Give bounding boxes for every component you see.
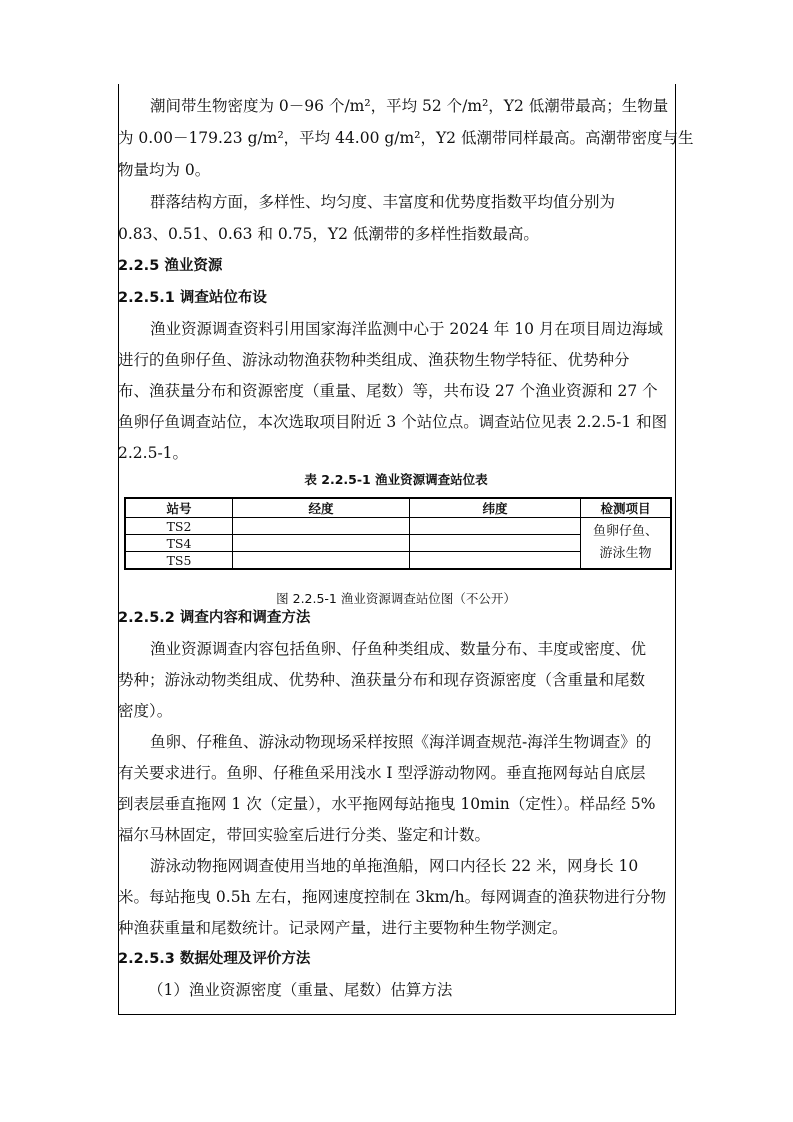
- section-heading: 2.2.5 渔业资源: [118, 258, 223, 274]
- detection-line: 鱼卵仔鱼、: [592, 524, 658, 539]
- table-header-cell: 检测项目: [581, 498, 672, 518]
- figure-caption: 图 2.2.5-1 渔业资源调查站位图（不公开）: [276, 591, 516, 606]
- latitude-cell: [410, 552, 581, 570]
- detection-line: 游泳生物: [599, 546, 652, 561]
- station-table: [124, 497, 672, 570]
- paragraph-line: 渔业资源调查内容包括鱼卵、仔鱼种类组成、数量分布、丰度或密度、优: [150, 640, 647, 658]
- paragraph-line: 福尔马林固定，带回实验室后进行分类、鉴定和计数。: [118, 826, 491, 844]
- longitude-cell: [233, 518, 410, 535]
- paragraph-line: 密度）。: [118, 702, 173, 720]
- paragraph-line: 群落结构方面，多样性、均匀度、丰富度和优势度指数平均值分别为: [150, 193, 616, 211]
- paragraph-line: 游泳动物拖网调查使用当地的单拖渔船，网口内径长 22 米，网身长 10: [150, 857, 639, 875]
- table-caption-text: 表 2.2.5-1 渔业资源调查站位表: [304, 472, 488, 487]
- paragraph-line: 物量均为 0。: [118, 161, 211, 179]
- longitude-cell: [233, 535, 410, 552]
- paragraph-line: 为 0.00－179.23 g/m²，平均 44.00 g/m²，Y2 低潮带同样最高。高潮带密度与生: [118, 129, 694, 147]
- table-header-cell: 纬度: [410, 498, 581, 518]
- section-heading: 2.2.5.2 调查内容和调查方法: [118, 610, 311, 626]
- section-heading: 2.2.5.3 数据处理及评价方法: [118, 951, 311, 967]
- paragraph-line: 2.2.5-1。: [118, 444, 189, 462]
- paragraph-line: 到表层垂直拖网 1 次（定量），水平拖网每站拖曳 10min（定性）。样品经 5%: [118, 795, 656, 813]
- latitude-cell: [410, 535, 581, 552]
- paragraph-line: 势种；游泳动物类组成、优势种、渔获量分布和现存资源密度（含重量和尾数: [118, 671, 646, 689]
- paragraph-line: 米。每站拖曳 0.5h 左右，拖网速度控制在 3km/h。每网调查的渔获物进行分物: [118, 888, 667, 906]
- paragraph-line: 渔业资源调查资料引用国家海洋监测中心于 2024 年 10 月在项目周边海域: [150, 320, 663, 338]
- table-caption: [118, 470, 674, 488]
- table-header-cell: 站号: [125, 498, 233, 518]
- station-cell: TS2: [125, 518, 233, 535]
- paragraph-line: 有关要求进行。鱼卵、仔稚鱼采用浅水 I 型浮游动物网。垂直拖网每站自底层: [118, 764, 646, 782]
- paragraph-line: 进行的鱼卵仔鱼、游泳动物渔获物种类组成、渔获物生物学特征、优势种分: [118, 351, 630, 369]
- paragraph-line: 鱼卵仔鱼调查站位，本次选取项目附近 3 个站位点。调查站位见表 2.2.5-1 和图: [118, 413, 668, 431]
- paragraph-line: （1）渔业资源密度（重量、尾数）估算方法: [148, 981, 453, 999]
- table-header-row: [125, 498, 671, 518]
- latitude-cell: [410, 518, 581, 535]
- table-header-cell: 经度: [233, 498, 410, 518]
- paragraph-line: 鱼卵、仔稚鱼、游泳动物现场采样按照《海洋调查规范-海洋生物调查》的: [150, 733, 652, 751]
- paragraph-line: 布、渔获量分布和资源密度（重量、尾数）等，共布设 27 个渔业资源和 27 个: [118, 382, 658, 400]
- station-cell: TS5: [125, 552, 233, 570]
- paragraph-line: 种渔获重量和尾数统计。记录网产量，进行主要物种生物学测定。: [118, 919, 568, 937]
- section-heading: 2.2.5.1 调查站位布设: [118, 290, 267, 306]
- longitude-cell: [233, 552, 410, 570]
- station-cell: TS4: [125, 535, 233, 552]
- paragraph-line: 0.83、0.51、0.63 和 0.75，Y2 低潮带的多样性指数最高。: [118, 225, 539, 243]
- paragraph-line: 潮间带生物密度为 0－96 个/m²，平均 52 个/m²，Y2 低潮带最高；生物量: [150, 97, 669, 115]
- detection-cell: [581, 518, 672, 570]
- table-row: [125, 518, 671, 535]
